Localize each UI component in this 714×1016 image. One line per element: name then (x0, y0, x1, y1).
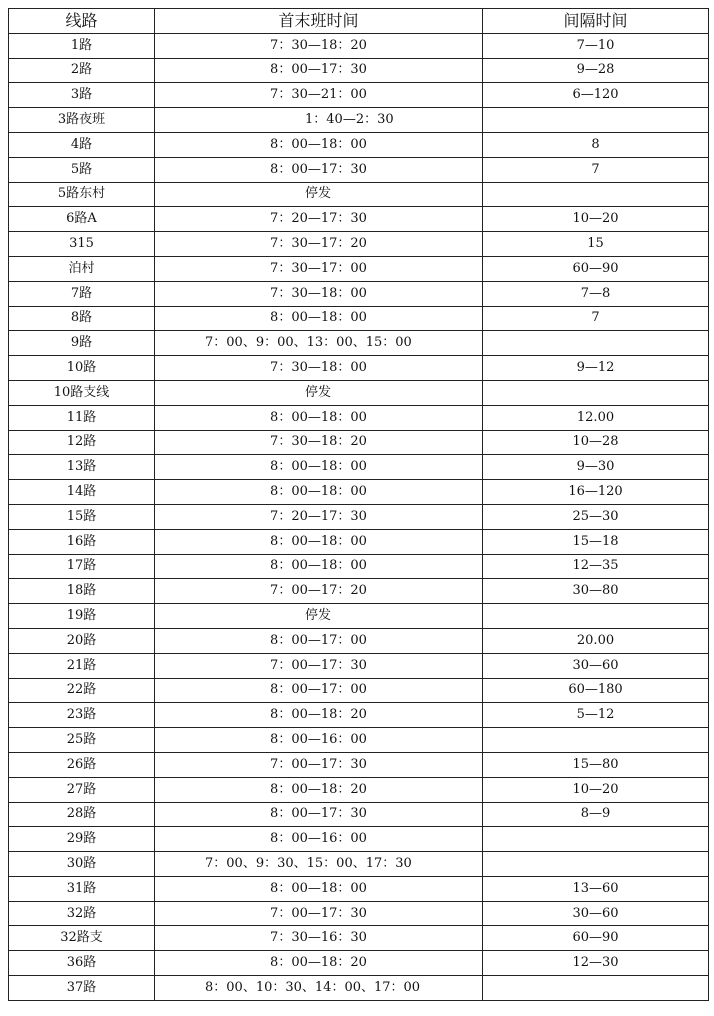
interval-cell: 15 (483, 232, 709, 257)
route-cell: 20路 (9, 628, 155, 653)
table-row (9, 405, 709, 430)
table-row (9, 108, 709, 133)
interval-cell (483, 331, 709, 356)
route-cell: 37路 (9, 976, 155, 1001)
interval-cell: 30—80 (483, 579, 709, 604)
time-cell: 7：30—18：20 (155, 430, 483, 455)
interval-cell: 12—30 (483, 951, 709, 976)
route-cell: 6路A (9, 207, 155, 232)
time-cell: 7：30—18：20 (155, 33, 483, 58)
table-row (9, 306, 709, 331)
route-cell: 9路 (9, 331, 155, 356)
time-cell: 8：00—18：20 (155, 703, 483, 728)
table-row (9, 628, 709, 653)
table-row (9, 380, 709, 405)
route-cell: 1路 (9, 33, 155, 58)
route-cell: 23路 (9, 703, 155, 728)
cropped-footer (0, 1006, 714, 1016)
time-cell: 7：00、9：30、15：00、17：30 (155, 852, 483, 877)
route-cell: 30路 (9, 852, 155, 877)
table-row (9, 529, 709, 554)
route-cell: 25路 (9, 728, 155, 753)
route-cell: 4路 (9, 132, 155, 157)
time-cell: 8：00—18：00 (155, 876, 483, 901)
interval-cell: 7 (483, 157, 709, 182)
time-cell: 7：30—16：30 (155, 926, 483, 951)
table-row (9, 281, 709, 306)
route-cell: 29路 (9, 827, 155, 852)
route-cell: 3路夜班 (9, 108, 155, 133)
interval-cell (483, 380, 709, 405)
table-row (9, 83, 709, 108)
time-cell: 8：00—18：00 (155, 554, 483, 579)
interval-cell: 7 (483, 306, 709, 331)
table-row (9, 951, 709, 976)
route-cell: 26路 (9, 752, 155, 777)
interval-cell: 9—30 (483, 455, 709, 480)
time-cell: 8：00—17：30 (155, 157, 483, 182)
interval-cell: 10—20 (483, 777, 709, 802)
interval-cell: 9—28 (483, 58, 709, 83)
interval-cell: 15—80 (483, 752, 709, 777)
time-cell: 8：00—18：00 (155, 132, 483, 157)
table-row (9, 976, 709, 1001)
interval-cell: 10—20 (483, 207, 709, 232)
route-cell: 21路 (9, 653, 155, 678)
table-row (9, 232, 709, 257)
time-cell: 8：00—18：20 (155, 777, 483, 802)
route-cell: 3路 (9, 83, 155, 108)
route-cell: 5路东村 (9, 182, 155, 207)
interval-cell: 60—90 (483, 256, 709, 281)
route-cell: 22路 (9, 678, 155, 703)
time-cell: 1：40—2：30 (155, 108, 483, 133)
table-row (9, 480, 709, 505)
route-cell: 11路 (9, 405, 155, 430)
route-cell: 13路 (9, 455, 155, 480)
time-cell: 7：30—18：00 (155, 281, 483, 306)
time-cell: 7：00—17：30 (155, 901, 483, 926)
interval-cell: 15—18 (483, 529, 709, 554)
table-row (9, 554, 709, 579)
table-row (9, 926, 709, 951)
table-row (9, 802, 709, 827)
time-cell: 7：00—17：30 (155, 752, 483, 777)
header-interval: 间隔时间 (483, 9, 709, 34)
route-cell: 2路 (9, 58, 155, 83)
interval-cell: 30—60 (483, 653, 709, 678)
interval-cell: 6—120 (483, 83, 709, 108)
interval-cell: 12—35 (483, 554, 709, 579)
time-cell: 8：00、10：30、14：00、17：00 (155, 976, 483, 1001)
time-cell: 停发 (155, 380, 483, 405)
table-row (9, 455, 709, 480)
time-cell: 7：30—17：00 (155, 256, 483, 281)
interval-cell (483, 182, 709, 207)
route-cell: 8路 (9, 306, 155, 331)
table-row (9, 852, 709, 877)
table-row (9, 132, 709, 157)
route-cell: 12路 (9, 430, 155, 455)
route-cell: 32路支 (9, 926, 155, 951)
time-cell: 7：30—21：00 (155, 83, 483, 108)
table-row (9, 33, 709, 58)
time-cell: 7：20—17：30 (155, 504, 483, 529)
route-cell: 315 (9, 232, 155, 257)
table-row (9, 653, 709, 678)
route-cell: 18路 (9, 579, 155, 604)
interval-cell: 7—10 (483, 33, 709, 58)
table-row (9, 182, 709, 207)
route-cell: 36路 (9, 951, 155, 976)
table-row (9, 504, 709, 529)
time-cell: 7：20—17：30 (155, 207, 483, 232)
table-row (9, 777, 709, 802)
interval-cell: 5—12 (483, 703, 709, 728)
route-cell: 32路 (9, 901, 155, 926)
interval-cell: 20.00 (483, 628, 709, 653)
time-cell: 8：00—17：30 (155, 58, 483, 83)
table-row (9, 876, 709, 901)
route-cell: 17路 (9, 554, 155, 579)
interval-cell (483, 728, 709, 753)
interval-cell: 25—30 (483, 504, 709, 529)
time-cell: 7：00—17：30 (155, 653, 483, 678)
time-cell: 停发 (155, 604, 483, 629)
header-row (9, 9, 709, 34)
interval-cell: 8 (483, 132, 709, 157)
table-row (9, 356, 709, 381)
time-cell: 7：30—17：20 (155, 232, 483, 257)
time-cell: 7：00—17：20 (155, 579, 483, 604)
time-cell: 7：00、9：00、13：00、15：00 (155, 331, 483, 356)
table-row (9, 752, 709, 777)
table-row (9, 58, 709, 83)
route-cell: 27路 (9, 777, 155, 802)
interval-cell: 30—60 (483, 901, 709, 926)
table-row (9, 256, 709, 281)
interval-cell (483, 976, 709, 1001)
header-route: 线路 (9, 9, 155, 34)
bus-schedule-table (8, 8, 709, 1001)
interval-cell: 60—90 (483, 926, 709, 951)
interval-cell: 60—180 (483, 678, 709, 703)
time-cell: 8：00—16：00 (155, 728, 483, 753)
table-row (9, 207, 709, 232)
table-row (9, 901, 709, 926)
time-cell: 8：00—17：00 (155, 628, 483, 653)
interval-cell: 12.00 (483, 405, 709, 430)
table-row (9, 604, 709, 629)
time-cell: 8：00—18：00 (155, 405, 483, 430)
table-row (9, 430, 709, 455)
time-cell: 8：00—18：00 (155, 306, 483, 331)
time-cell: 8：00—18：20 (155, 951, 483, 976)
interval-cell (483, 852, 709, 877)
route-cell: 10路 (9, 356, 155, 381)
time-cell: 8：00—17：30 (155, 802, 483, 827)
route-cell: 5路 (9, 157, 155, 182)
route-cell: 15路 (9, 504, 155, 529)
interval-cell (483, 604, 709, 629)
time-cell: 8：00—18：00 (155, 455, 483, 480)
interval-cell: 9—12 (483, 356, 709, 381)
route-cell: 19路 (9, 604, 155, 629)
time-cell: 停发 (155, 182, 483, 207)
table-row (9, 678, 709, 703)
interval-cell (483, 827, 709, 852)
time-cell: 8：00—17：00 (155, 678, 483, 703)
route-cell: 14路 (9, 480, 155, 505)
header-time: 首末班时间 (155, 9, 483, 34)
time-cell: 8：00—18：00 (155, 480, 483, 505)
interval-cell: 16—120 (483, 480, 709, 505)
table-row (9, 827, 709, 852)
table-row (9, 703, 709, 728)
route-cell: 泊村 (9, 256, 155, 281)
interval-cell: 8—9 (483, 802, 709, 827)
table-body (9, 33, 709, 1000)
table-row (9, 728, 709, 753)
time-cell: 7：30—18：00 (155, 356, 483, 381)
table-row (9, 579, 709, 604)
route-cell: 28路 (9, 802, 155, 827)
interval-cell: 7—8 (483, 281, 709, 306)
time-cell: 8：00—16：00 (155, 827, 483, 852)
interval-cell (483, 108, 709, 133)
route-cell: 31路 (9, 876, 155, 901)
table-row (9, 157, 709, 182)
interval-cell: 10—28 (483, 430, 709, 455)
interval-cell: 13—60 (483, 876, 709, 901)
cropped-title (0, 0, 714, 8)
route-cell: 16路 (9, 529, 155, 554)
time-cell: 8：00—18：00 (155, 529, 483, 554)
route-cell: 10路支线 (9, 380, 155, 405)
route-cell: 7路 (9, 281, 155, 306)
table-row (9, 331, 709, 356)
